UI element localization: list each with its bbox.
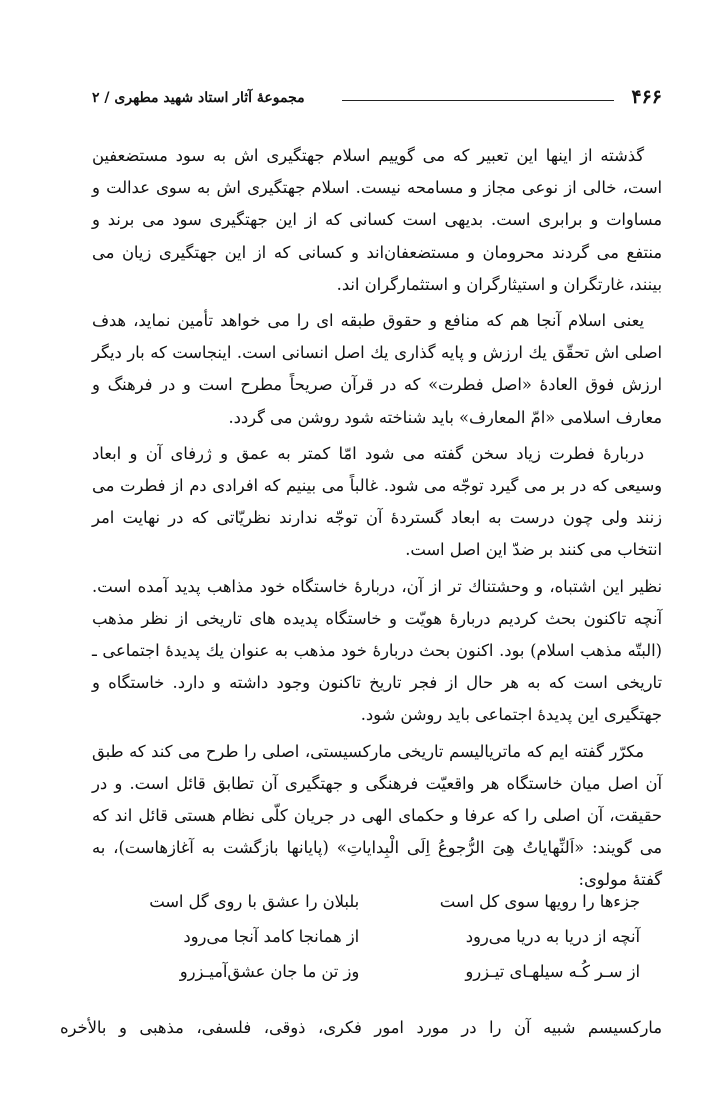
paragraph: مکرّر گفته ایم که ماتریالیسم تاریخی مارکسیستی، اصلی را طرح می کند که طبق آن اصل میان خاستگاه هر واقعیّت فرهنگی و جهتگیری آن تطابق قائل است. و در حقیقت، آن اصلی را که عرفا و حکمای الهی در جریان کلّی نظام هستی قائل اند که می گویند: «اَلنِّهایاتُ هِیَ الرُّجوعُ اِلَی الْبِدایاتِ» (پایانها بازگشت به آغازهاست)، به گفتهٔ مولوی: bbox=[92, 741, 662, 890]
header-rule bbox=[342, 100, 614, 101]
closing-line: مارکسیسم شبیه آن را در مورد امور فکری، ذوقی، فلسفی، مذهبی و بالأخره bbox=[60, 1018, 662, 1037]
poem bbox=[100, 884, 640, 989]
page-number: ۴۶۶ bbox=[631, 86, 662, 108]
page-header bbox=[92, 86, 662, 110]
poem-verse bbox=[100, 919, 640, 954]
paragraph: دربارهٔ فطرت زیاد سخن گفته می شود امّا کمتر به عمق و ژرفای آن و ابعاد وسیعی که در بر می گیرد توجّه می شود. غالباً می بینیم که افرادی دم از فطرت می زنند ولی چون درست به ابعاد گستردهٔ آن توجّه ندارند نظریّاتی که در نهایت امر انتخاب می کنند بر ضدّ این اصل است. bbox=[92, 443, 662, 560]
hemistich-left: وز تن ما جان عشق‌آمیـزرو bbox=[179, 962, 360, 981]
paragraph: یعنی اسلام آنجا هم که منافع و حقوق طبقه ای را می خواهد تأمین نماید، هدف اصلی اش تحقّق یك ارزش و پایه گذاری یك اصل انسانی است. اینجاست که بار دیگر ارزش فوق العادهٔ «اصل فطرت» که در قرآن صریحاً مطرح است و در فرهنگ و معارف اسلامی «امّ المعارف» باید شناخته شود روشن می گردد. bbox=[92, 311, 662, 427]
paragraph: نظیر این اشتباه، و وحشتناك تر از آن، دربارهٔ خاستگاه خود مذاهب پدید آمده است. آنچه تاکنون بحث کردیم دربارهٔ هویّت و خاستگاه پدیده های تاریخی از نظر مذهب (البتّه مذهب اسلام) بود. اکنون بحث دربارهٔ خود مذهب به عنوان یك پدیدهٔ اجتماعی ـ تاریخی است که به هر حال از فجر تاریخ تاکنون وجود داشته و دارد. خاستگاه و جهتگیری این پدیدهٔ اجتماعی باید روشن شود. bbox=[92, 576, 662, 725]
series-title: مجموعهٔ آثار استاد شهید مطهری / ۲ bbox=[92, 90, 305, 106]
hemistich-right: جزءها را رویها سوی کل است bbox=[439, 892, 640, 911]
poem-verse bbox=[100, 954, 640, 989]
paragraph: گذشته از اینها این تعبیر که می گوییم اسلام جهتگیری اش به سود مستضعفین است، خالی از نوعی مجاز و مسامحه نیست. اسلام جهتگیری اش به سوی عدالت و مساوات و برابری است. بدیهی است کسانی که از این جهتگیری سود می برند و منتفع می گردند محرومان و مستضعفان‌اند و کسانی که از این جهتگیری زیان می بینند، غارتگران و استیثارگران و استثمارگران اند. bbox=[92, 146, 662, 294]
body-text bbox=[92, 140, 662, 901]
hemistich-right: آنچه از دریا به دریا می‌رود bbox=[465, 927, 640, 946]
hemistich-right: از سـر کُـه سیلهـای تیـزرو bbox=[465, 962, 640, 981]
hemistich-left: بلبلان را عشق با روی گل است bbox=[149, 892, 360, 911]
hemistich-left: از همانجا کامد آنجا می‌رود bbox=[183, 927, 360, 946]
poem-verse bbox=[100, 884, 640, 919]
